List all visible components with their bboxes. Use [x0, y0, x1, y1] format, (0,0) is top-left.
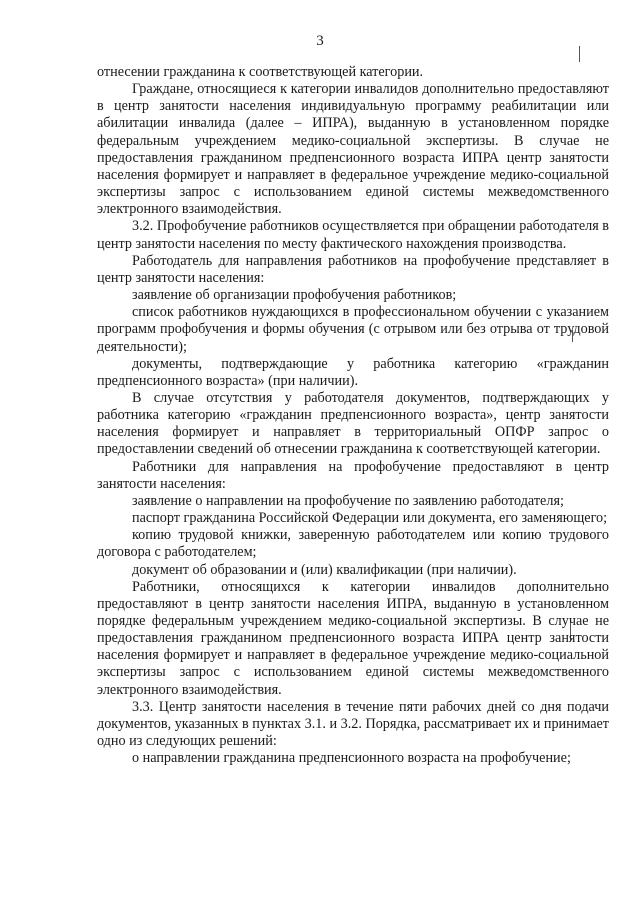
scan-mark — [579, 46, 580, 62]
paragraph: Работодатель для направления работников на профобучение представляет в центр занятости населения: — [97, 252, 609, 286]
paragraph: Работники для направления на профобучение предоставляют в центр занятости населения: — [97, 458, 609, 492]
document-body — [97, 64, 609, 767]
list-item: заявление о направлении на профобучение по заявлению работодателя; — [132, 492, 564, 509]
paragraph: отнесении гражданина к соответствующей категории. — [97, 64, 424, 80]
page-number: 3 — [316, 33, 324, 49]
list-item: документ об образовании и (или) квалификации (при наличии). — [132, 561, 517, 578]
list-item: копию трудовой книжки, заверенную работодателем или копию трудового договора с работодателем; — [97, 527, 609, 561]
section-paragraph: 3.3. Центр занятости населения в течение пяти рабочих дней со дня подачи документов, указанных в пунктах 3.1. и 3.2. Порядка, рассматривает их и принимает одно из следующих решений: — [97, 698, 609, 750]
list-item: список работников нуждающихся в профессиональном обучении с указанием программ профобучения и формы обучения (с отрывом или без отрыва от трудовой деятельности); — [97, 304, 609, 355]
list-item: заявление об организации профобучения работников; — [132, 287, 457, 304]
paragraph: Работники, относящихся к категории инвалидов дополнительно предоставляют в центр занятости населения ИПРА, выданную в установленном порядке федеральным учреждением медико-социальной экспертизы. В случае не предоставления гражданином предпенсионного возраста ИПРА центр занятости населения формирует и направляет в федеральное учреждение медико-социальной экспертизы запрос с использованием единой системы межведомственного электронного взаимодействия. — [97, 578, 609, 698]
list-item: о направлении гражданина предпенсионного возраста на профобучение; — [132, 750, 571, 767]
section-paragraph: 3.2. Профобучение работников осуществляется при обращении работодателя в центр занятости населения по месту фактического нахождения производства. — [97, 218, 609, 252]
list-item: паспорт гражданина Российской Федерации или документа, его заменяющего; — [132, 510, 608, 527]
paragraph: В случае отсутствия у работодателя документов, подтверждающих у работника категорию «гражданин предпенсионного возраста», центр занятости населения формирует и направляет в территориальный ОПФР запрос о предоставлении сведений об отнесении гражданина к соответствующей категории. — [97, 389, 609, 458]
paragraph: Граждане, относящиеся к категории инвалидов дополнительно предоставляют в центр занятости населения индивидуальную программу реабилитации или абилитации инвалида (далее – ИПРА), выданную в установленном порядке федеральным учреждением медико-социальной экспертизы. В случае не предоставления гражданином предпенсионного возраста ИПРА центр занятости населения формирует и направляет в федеральное учреждение медико-социальной экспертизы запрос с использованием единой системы межведомственного электронного взаимодействия. — [97, 81, 609, 218]
list-item: документы, подтверждающие у работника категорию «гражданин предпенсионного возраста» (при наличии). — [97, 355, 609, 389]
